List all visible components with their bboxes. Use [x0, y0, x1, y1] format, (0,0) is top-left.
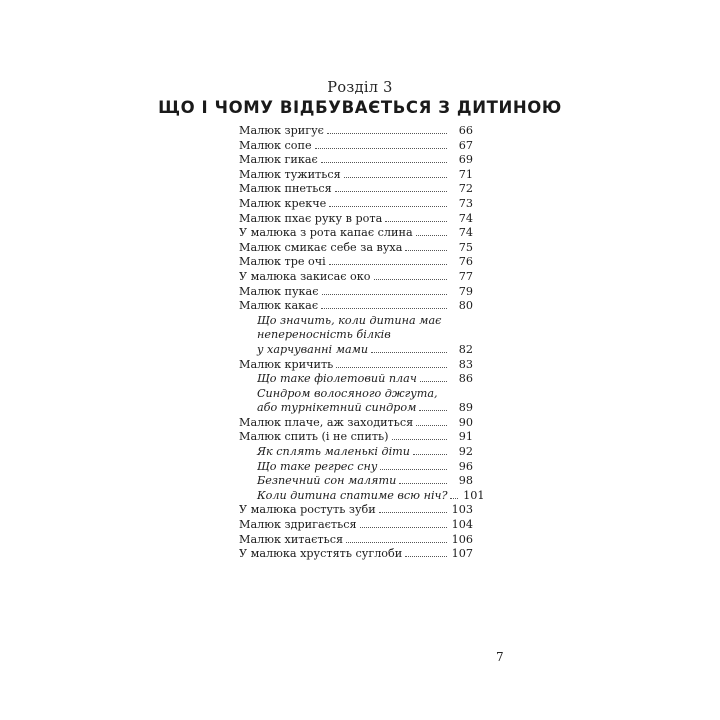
toc-entry — [239, 241, 473, 256]
table-of-contents — [239, 124, 485, 562]
toc-entry — [239, 518, 473, 533]
toc-entry-page: 67 — [458, 138, 473, 152]
toc-leader-dots — [329, 264, 447, 265]
toc-entry-page: 86 — [458, 372, 473, 386]
toc-leader-dots — [392, 439, 448, 440]
toc-entry-title: Малюк крекче — [239, 196, 327, 210]
toc-entry — [239, 153, 473, 168]
toc-entry-page: 103 — [451, 503, 473, 517]
toc-entry-title: Малюк спить (і не спить) — [239, 430, 389, 444]
toc-entry-page: 82 — [458, 342, 473, 356]
toc-entry-page: 83 — [458, 357, 473, 371]
toc-entry-page: 106 — [451, 532, 473, 546]
toc-entry-page: 73 — [458, 196, 473, 210]
toc-entry-title: Що таке регрес сну — [257, 459, 378, 473]
toc-entry-page: 90 — [458, 415, 473, 429]
toc-entry — [239, 226, 473, 241]
toc-entry — [239, 533, 473, 548]
toc-entry — [239, 182, 473, 197]
toc-entry-title: Малюк гикає — [239, 153, 318, 167]
toc-entry-title: Як сплять маленькі діти — [257, 445, 410, 459]
toc-entry-title: Малюк тужиться — [239, 167, 341, 181]
toc-entry — [239, 328, 473, 343]
toc-entry-page: 74 — [458, 211, 473, 225]
toc-entry-title: або турнікетний синдром — [257, 401, 417, 415]
toc-entry-page: 75 — [458, 240, 473, 254]
toc-entry-page: 71 — [458, 167, 473, 181]
toc-entry-title: непереносність білків — [257, 328, 391, 342]
toc-entry-page: 69 — [458, 153, 473, 167]
toc-entry-page: 80 — [458, 299, 473, 313]
toc-entry-title: Безпечний сон маляти — [257, 474, 397, 488]
toc-entry-page: 77 — [458, 269, 473, 283]
toc-entry-page: 96 — [458, 459, 473, 473]
page-number: 7 — [496, 650, 504, 664]
toc-leader-dots — [374, 279, 447, 280]
toc-entry — [239, 547, 473, 562]
chapter-label: Розділ 3 — [327, 80, 393, 96]
toc-entry-page: 101 — [463, 488, 485, 502]
toc-entry — [239, 197, 473, 212]
toc-entry-page: 72 — [458, 182, 473, 196]
toc-leader-dots — [344, 177, 447, 178]
toc-leader-dots — [380, 469, 447, 470]
toc-entry-title: У малюка закисає око — [239, 269, 371, 283]
toc-entry — [239, 401, 473, 416]
toc-leader-dots — [346, 542, 447, 543]
toc-entry-title: Малюк какає — [239, 299, 319, 313]
toc-entry — [239, 358, 473, 373]
toc-entry-title: Малюк сопе — [239, 138, 312, 152]
toc-entry — [239, 168, 473, 183]
toc-entry-page: 91 — [458, 430, 473, 444]
toc-leader-dots — [385, 221, 447, 222]
toc-entry-title: Малюк пхає руку в рота — [239, 211, 383, 225]
toc-entry-title: у харчуванні мами — [257, 342, 369, 356]
toc-leader-dots — [416, 425, 447, 426]
toc-leader-dots — [420, 381, 447, 382]
toc-leader-dots — [405, 556, 447, 557]
toc-entry — [239, 270, 473, 285]
toc-leader-dots — [336, 367, 447, 368]
toc-entry-title: У малюка ростуть зуби — [239, 503, 376, 517]
toc-entry — [239, 474, 473, 489]
toc-entry — [239, 430, 473, 445]
toc-entry-title: У малюка з рота капає слина — [239, 226, 413, 240]
toc-entry — [239, 124, 473, 139]
toc-entry-title: Малюк тре очі — [239, 255, 326, 269]
toc-entry-title: Коли дитина спатиме всю ніч? — [257, 488, 448, 502]
toc-leader-dots — [329, 206, 447, 207]
toc-leader-dots — [327, 133, 447, 134]
toc-entry — [239, 299, 473, 314]
toc-entry-page: 74 — [458, 226, 473, 240]
toc-entry-page: 107 — [451, 547, 473, 561]
toc-entry-page: 89 — [458, 401, 473, 415]
toc-entry-title: Що таке фіолетовий плач — [257, 372, 417, 386]
toc-entry-title: Що значить, коли дитина має — [257, 313, 442, 327]
toc-leader-dots — [405, 250, 447, 251]
toc-entry-page: 92 — [458, 445, 473, 459]
toc-leader-dots — [419, 410, 447, 411]
toc-entry-title: Малюк пукає — [239, 284, 319, 298]
toc-leader-dots — [379, 512, 447, 513]
toc-entry-title: Малюк зригує — [239, 124, 324, 137]
toc-entry — [239, 255, 473, 270]
toc-leader-dots — [321, 162, 447, 163]
toc-entry-page: 76 — [458, 255, 473, 269]
toc-entry-title: Малюк хитається — [239, 532, 344, 546]
toc-entry — [239, 503, 473, 518]
toc-entry — [239, 387, 473, 402]
toc-leader-dots — [322, 294, 448, 295]
toc-entry-page: 66 — [458, 124, 473, 137]
toc-entry — [239, 372, 473, 387]
toc-entry-page: 79 — [458, 284, 473, 298]
toc-leader-dots — [321, 308, 447, 309]
toc-entry-page: 98 — [458, 474, 473, 488]
toc-entry-title: Малюк смикає себе за вуха — [239, 240, 403, 254]
toc-entry-title: Малюк плаче, аж заходиться — [239, 415, 414, 429]
toc-entry — [239, 488, 485, 504]
toc-entry-title: Малюк здригається — [239, 518, 357, 532]
toc-entry-title: Малюк пнеться — [239, 182, 332, 196]
toc-entry — [239, 212, 473, 227]
toc-entry-title: Синдром волосяного джгута, — [257, 386, 438, 400]
chapter-title: ЩО І ЧОМУ ВІДБУВАЄТЬСЯ З ДИТИНОЮ — [158, 98, 562, 117]
toc-entry-title: У малюка хрустять суглоби — [239, 547, 403, 561]
toc-entry-page: 104 — [451, 518, 473, 532]
toc-entry — [239, 416, 473, 431]
toc-leader-dots — [450, 498, 458, 499]
toc-leader-dots — [413, 454, 447, 455]
toc-entry-title: Малюк кричить — [239, 357, 334, 371]
toc-entry — [239, 314, 473, 329]
toc-leader-dots — [360, 527, 447, 528]
toc-entry — [239, 343, 473, 358]
toc-leader-dots — [416, 235, 447, 236]
toc-entry — [239, 445, 473, 460]
toc-leader-dots — [335, 191, 447, 192]
toc-leader-dots — [371, 352, 447, 353]
toc-leader-dots — [399, 483, 447, 484]
toc-entry — [239, 460, 473, 475]
toc-entry — [239, 285, 473, 300]
toc-leader-dots — [315, 148, 447, 149]
toc-entry — [239, 139, 473, 154]
